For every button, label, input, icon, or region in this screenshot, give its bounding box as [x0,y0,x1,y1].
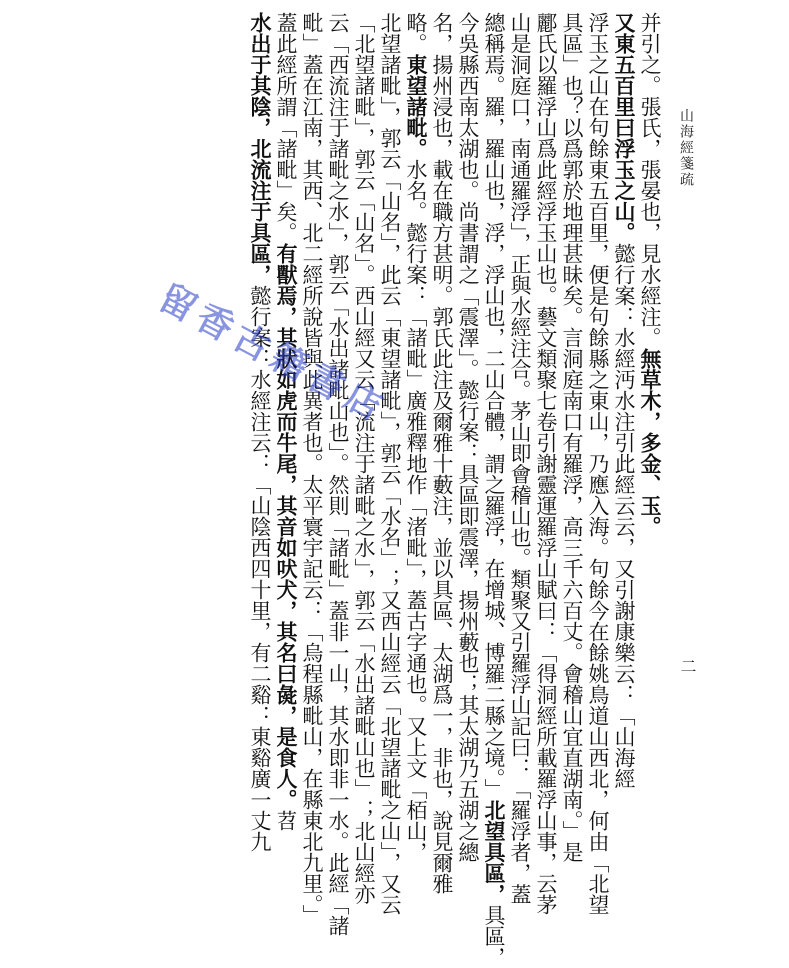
text-column: 水出于其陰，北流注于具區，懿行案：水經注云：「山陰西四十里，有二谿：東谿廣一丈九 [248,12,273,852]
text-column: 名，揚州浸也，載在職方甚明。郭氏此注及爾雅十藪注，並以具區、太湖爲一，非也，說見爾雅 [430,12,454,894]
text-column: 酈氏以羅浮山爲此經浮玉山也。藝文類聚七卷引謝靈運羅浮山賦曰：「得洞經所載羅浮山事，云茅 [534,12,558,915]
running-title: 山海經箋疏 [678,108,694,188]
text-column: 「北望諸毗」，郭云「山名」。西山經又云「流注于諸毗之水」，郭云「水出諸毗山也」；北山經亦 [352,12,376,905]
text-column: 又東五百里曰浮玉之山。懿行案：水經沔水注引此經云云，又引謝康樂云：「山海經 [612,12,637,789]
text-column: 云「西流注于諸毗之水」，郭云「水出諸毗山也」。然則「諸毗」蓋非一山，其水即非一水。此經「諸 [326,12,350,936]
page-number: 二 [678,658,697,674]
vertical-text-body [143,12,663,968]
text-column: 總稱焉。羅，羅山也，浮，浮山也，二山合體，謂之羅浮，在增城、博羅二縣之境。」北望具區，具區， [482,12,507,968]
text-column: 今吳縣西南太湖也。尚書謂之「震澤」。懿行案：具區即震澤，揚州藪也；其太湖乃五湖之總 [456,12,480,863]
text-column: 山是洞庭口，南通羅浮」，正與水經注合。茅山即會稽山也。類聚又引羅浮山記曰：「羅浮者，蓋 [508,12,532,905]
text-column: 蓋此經所謂「諸毗」矣。有獸焉，其狀如虎而牛尾，其音如吠犬，其名曰彘，是食人。苕 [274,12,299,831]
text-column: 毗」蓋在江南，其西、北二經所說皆與此異者也。太平寰宇記云：「烏程縣毗山，在縣東北九里。」 [300,12,324,926]
text-column: 略。東望諸毗。水名。懿行案：「諸毗」廣雅釋地作「渚毗」，蓋古字通也。又上文「栢山， [404,12,429,863]
text-column: 并引之。張氏，張晏也，見水經注。無草木，多金、玉。 [638,12,663,537]
watermark-stamp: 留香古籍書店 [151,277,394,432]
text-column: 浮玉之山在句餘東五百里，便是句餘縣之東山，乃應入海。句餘今在餘姚鳥道山西北，何由「北望 [586,12,610,915]
text-column: 具區」也？以爲郭於地理甚昧矣。言洞庭南口有羅浮，高三千六百丈。會稽山宜直湖南。」是 [560,12,584,863]
text-column: 北望諸毗」，郭云「山名」，此云「東望諸毗」，郭云「水名」；又西山經云「北望諸毗之山」，又云 [378,12,402,915]
